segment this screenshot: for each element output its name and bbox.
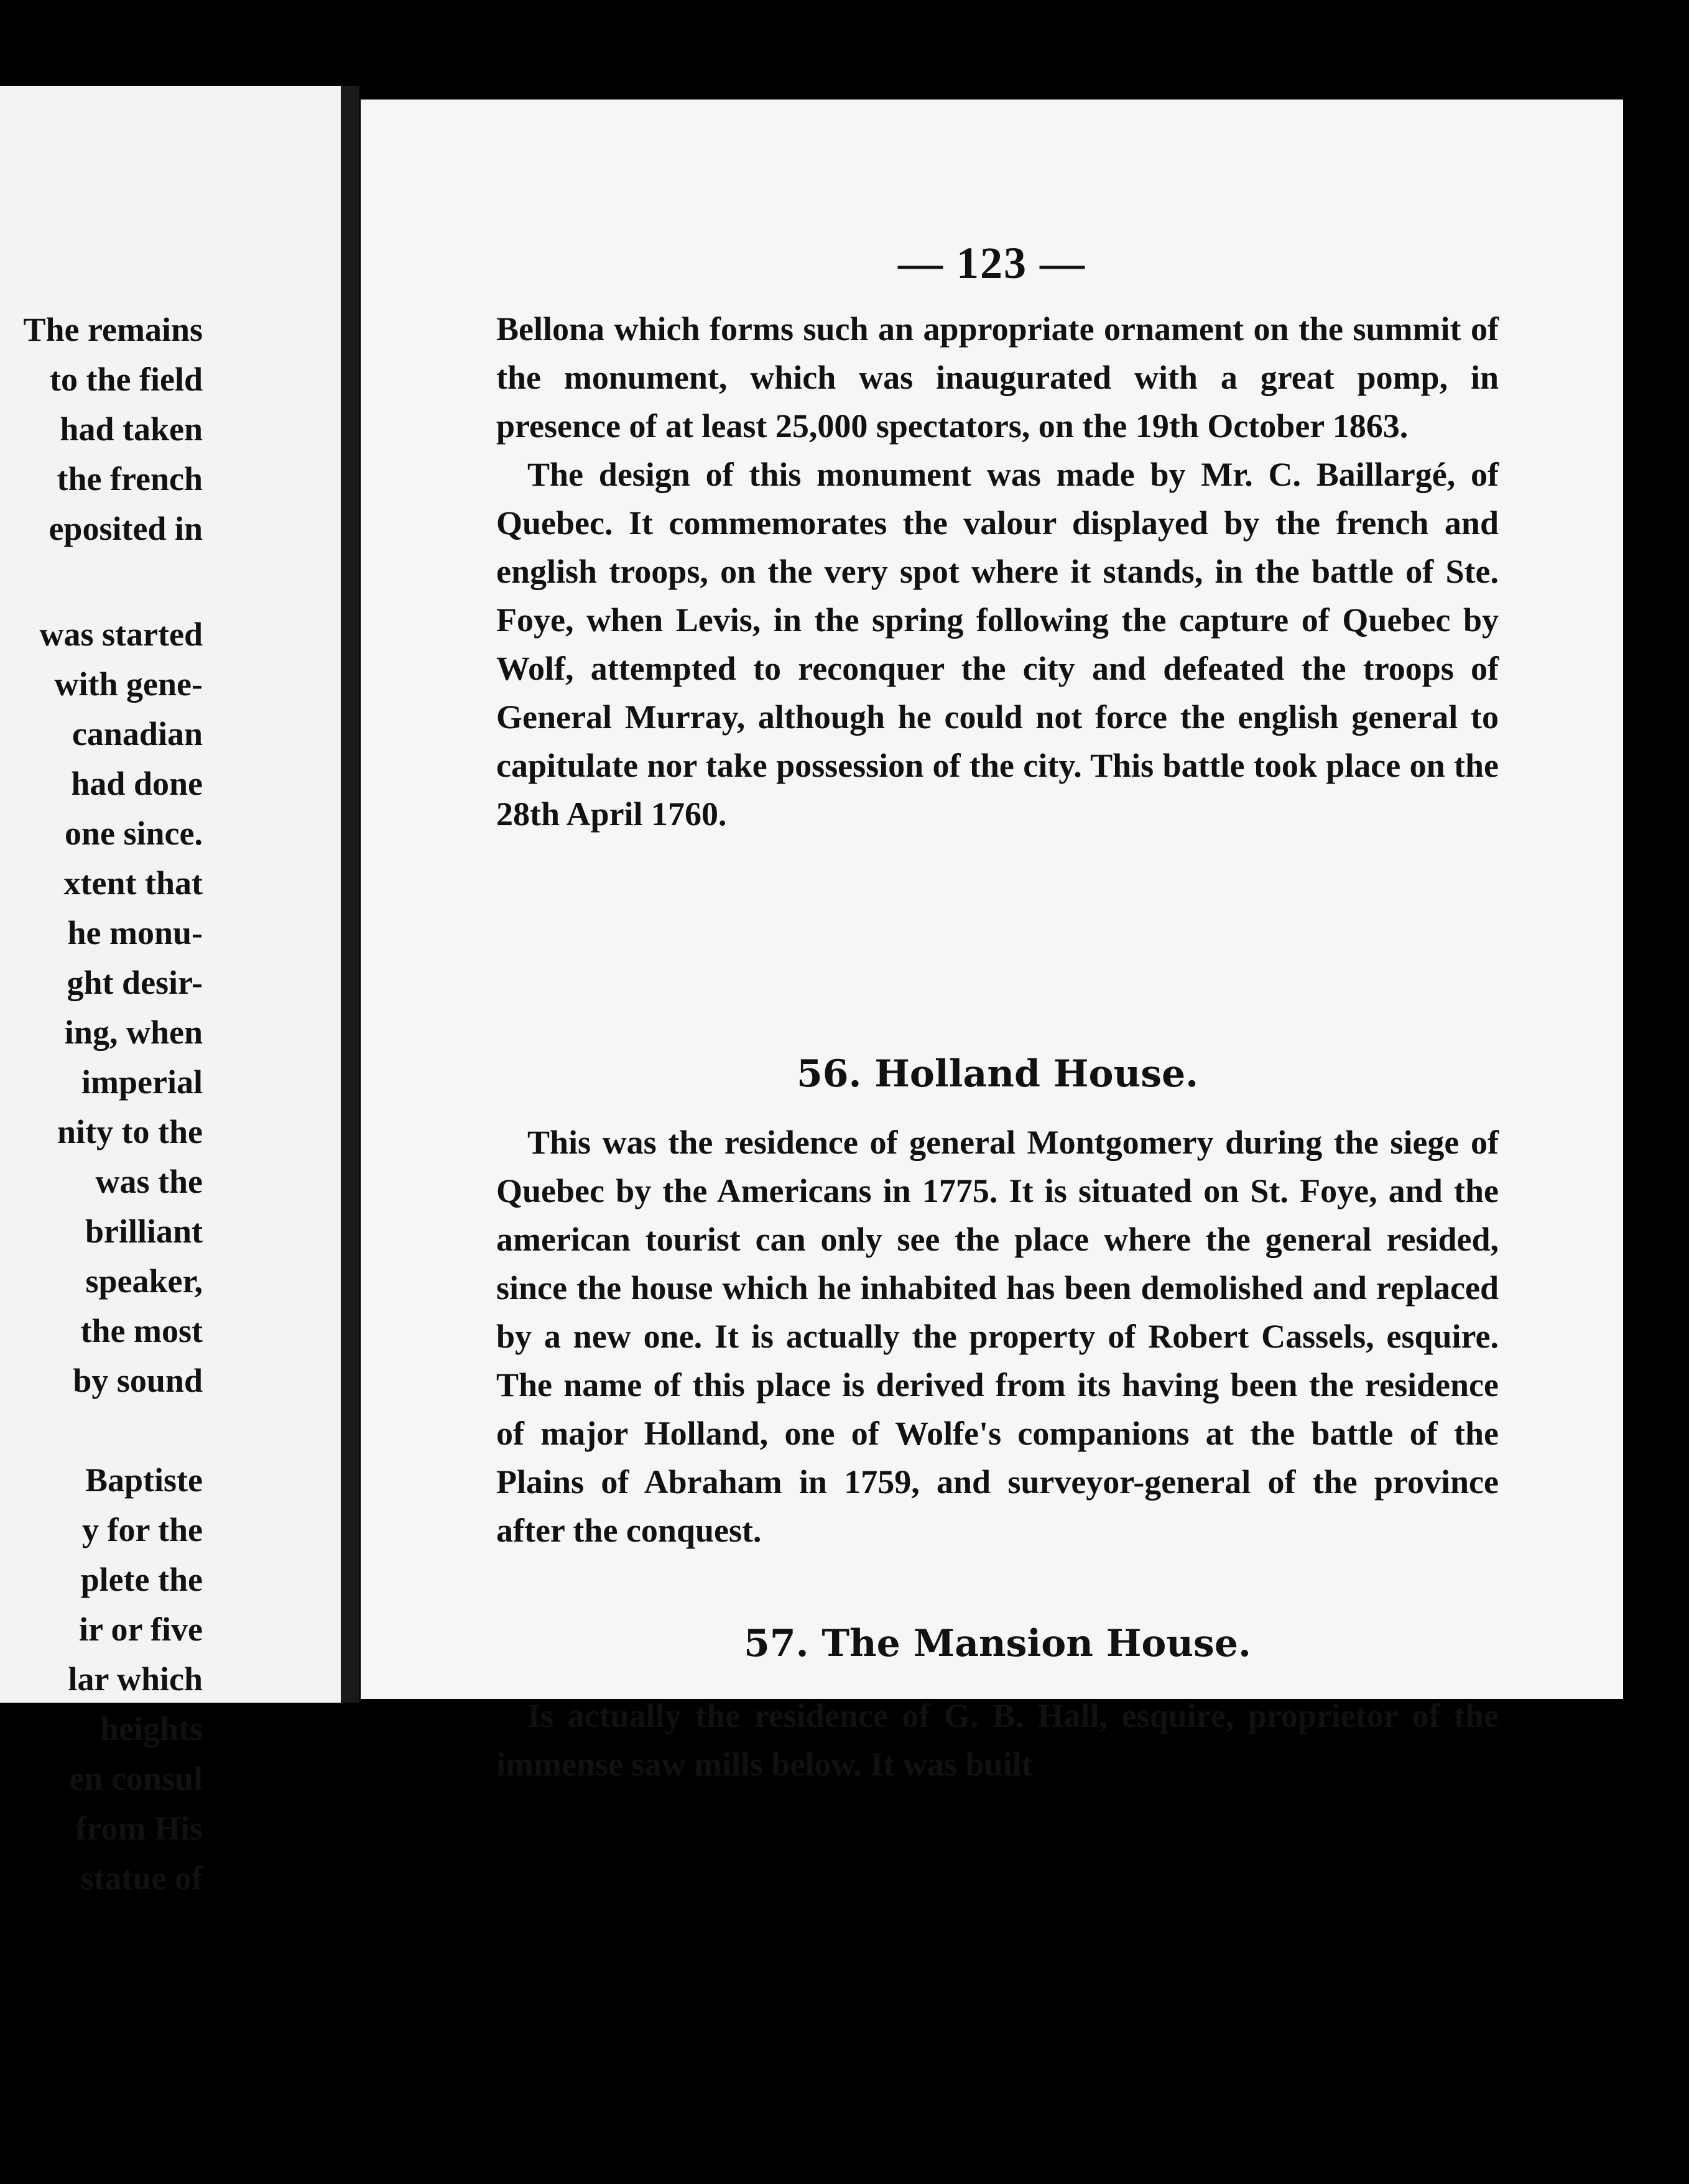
left-line: had done bbox=[71, 765, 203, 802]
section-heading-mansion-house: 57. The Mansion House. bbox=[744, 1622, 1251, 1665]
right-page bbox=[361, 99, 1623, 1783]
left-line: statue of bbox=[80, 1859, 203, 1897]
left-line: eposited in bbox=[49, 510, 203, 547]
left-line: the most bbox=[80, 1312, 203, 1349]
left-line: was the bbox=[95, 1163, 203, 1200]
left-line: The remains bbox=[23, 311, 203, 348]
left-line: ir or five bbox=[79, 1611, 203, 1648]
paragraph-bellona: Bellona which forms such an appropriate ornament on the summit of the monument, which was inaugurated with a great pomp, in presence of at least 25,000 spectators, on the 19th October 1863. bbox=[496, 310, 1499, 445]
left-line: heights bbox=[99, 1710, 203, 1747]
left-line: ght desir- bbox=[67, 964, 203, 1001]
left-line: y for the bbox=[82, 1511, 203, 1548]
page-number: — 123 — bbox=[898, 238, 1086, 288]
left-line: speaker, bbox=[85, 1262, 203, 1300]
paragraph-mansion-house: Is actually the residence of G. B. Hall, esquire, proprietor of the immense saw mills below. It was built bbox=[496, 1697, 1499, 1783]
left-page bbox=[0, 86, 341, 1897]
left-line: plete the bbox=[80, 1561, 203, 1598]
paragraph-holland-house: This was the residence of general Montgomery during the siege of Quebec by the Americans in 1775. It is situated on St. Foye, and the american tourist can only see the place where the general resided, since the house which he inhabited has been demolished and replaced by a new one. It is actually the property of Robert Cassels, esquire. The name of this place is derived from its having been the residence of major Holland, one of Wolfe's companions at the battle of the Plains of Abraham in 1759, and surveyor-general of the province after the conquest. bbox=[496, 1124, 1499, 1549]
left-line: was started bbox=[39, 616, 203, 653]
mansion-house-block bbox=[496, 1691, 1499, 1788]
left-line: from His bbox=[75, 1810, 203, 1847]
left-line: Baptiste bbox=[85, 1461, 203, 1499]
paragraph-monument-design: The design of this monument was made by Mr. C. Baillargé, of Quebec. It commemorates the valour displayed by the french and english troops, on the very spot where it stands, in the battle of Ste. Foye, when Levis, in the spring following the capture of Quebec by Wolf, attempted to reconquer the city and defeated the troops of General Murray, although he could not force the english general to capitulate nor take possession of the city. This battle took place on the 28th April 1760. bbox=[496, 456, 1499, 833]
left-line: en consul bbox=[69, 1760, 203, 1797]
left-line: nity to the bbox=[57, 1113, 203, 1150]
left-line: with gene- bbox=[54, 665, 203, 703]
holland-house-block bbox=[496, 1118, 1499, 1555]
left-line: by sound bbox=[73, 1362, 203, 1399]
section-heading-holland-house: 56. Holland House. bbox=[796, 1052, 1199, 1096]
continuation-block bbox=[496, 305, 1499, 838]
left-line: the french bbox=[57, 460, 203, 497]
left-line: brilliant bbox=[85, 1213, 203, 1250]
left-line: he monu- bbox=[67, 914, 203, 951]
left-line: canadian bbox=[72, 715, 203, 752]
left-line: lar which bbox=[68, 1660, 203, 1698]
left-line: had taken bbox=[60, 410, 203, 448]
left-line: ing, when bbox=[64, 1014, 203, 1051]
left-line: one since. bbox=[65, 815, 203, 852]
book-gutter bbox=[341, 86, 359, 1703]
left-line: to the field bbox=[50, 361, 203, 398]
left-line: xtent that bbox=[63, 864, 203, 902]
left-line: imperial bbox=[81, 1063, 203, 1101]
